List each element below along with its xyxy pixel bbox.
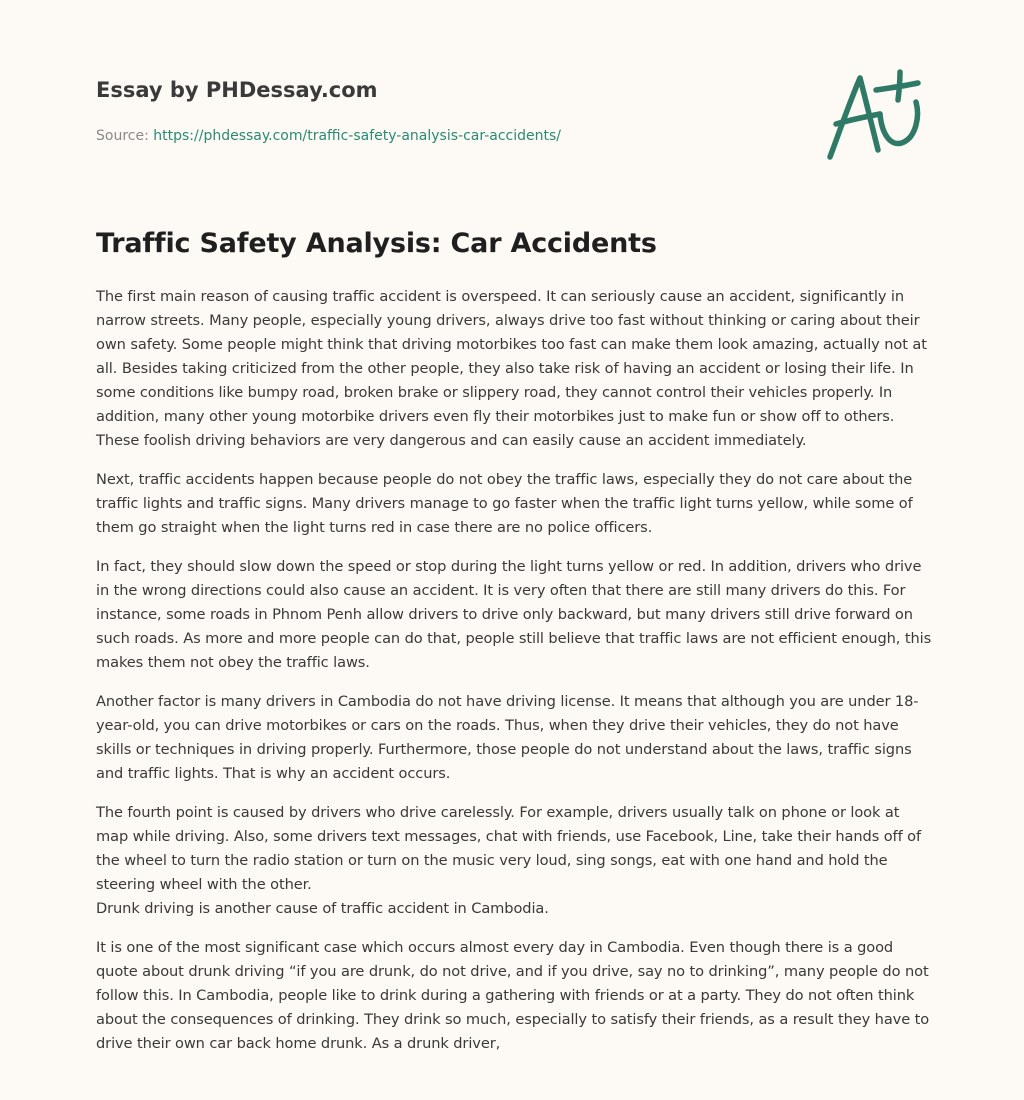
source-link[interactable]: https://phdessay.com/traffic-safety-analysis-car-accidents/ — [153, 128, 561, 144]
source-line — [96, 126, 796, 146]
a-plus-logo-icon — [820, 66, 930, 166]
site-title: Essay by PHDessay.com — [96, 78, 378, 102]
essay-paragraph: In fact, they should slow down the speed or stop during the light turns yellow or red. In addition, drivers who drive in the wrong directions could also cause an accident. It is very often that there are still many drivers do this. For instance, some roads in Phnom Penh allow drivers to drive only backward, but many drivers still drive forward on such roads. As more and more people can do that, people still believe that traffic laws are not efficient enough, this makes them not obey the traffic laws. — [96, 558, 932, 671]
essay-paragraph: The first main reason of causing traffic accident is overspeed. It can seriously cause an accident, significantly in narrow streets. Many people, especially young drivers, always drive too fast without thinking or caring about their own safety. Some people might think that driving motorbikes too fast can make them look amazing, actually not at all. Besides taking criticized from the other people, they also take risk of having an accident or losing their life. In some conditions like bumpy road, broken brake or slippery road, they cannot control their vehicles properly. In addition, many other young motorbike drivers even fly their motorbikes just to make fun or show off to others. These foolish driving behaviors are very dangerous and can easily cause an accident immediately. — [96, 288, 927, 449]
essay-paragraph: It is one of the most significant case which occurs almost every day in Cambodia. Even though there is a good quote about drunk driving “if you are drunk, do not drive, and if you drive, say no to drinking”, many people do not follow this. In Cambodia, people like to drink during a gathering with friends or at a party. They do not often think about the consequences of drinking. They drink so much, especially to satisfy their friends, as a result they have to drive their own car back home drunk. As a drunk driver, — [96, 939, 930, 1052]
essay-paragraph: Drunk driving is another cause of traffic accident in Cambodia. — [96, 900, 549, 917]
essay-paragraph: Another factor is many drivers in Cambodia do not have driving license. It means that although you are under 18-year-old, you can drive motorbikes or cars on the roads. Thus, when they drive their vehicles, they do not have skills or techniques in driving properly. Furthermore, those people do not understand about the laws, traffic signs and traffic lights. That is why an accident occurs. — [96, 693, 919, 782]
essay-title: Traffic Safety Analysis: Car Accidents — [96, 228, 657, 259]
essay-paragraph: Next, traffic accidents happen because people do not obey the traffic laws, especially they do not care about the traffic lights and traffic signs. Many drivers manage to go faster when the traffic light turns yellow, while some of them go straight when the light turns red in case there are no police officers. — [96, 471, 913, 536]
essay-paragraph: The fourth point is caused by drivers who drive carelessly. For example, drivers usually talk on phone or look at map while driving. Also, some drivers text messages, chat with friends, use Facebook, Line, take their hands off of the wheel to turn the radio station or turn on the music very loud, sing songs, eat with one hand and hold the steering wheel with the other. — [96, 804, 922, 893]
source-label: Source: — [96, 128, 154, 144]
page-header — [96, 76, 796, 146]
essay-body — [96, 285, 932, 1071]
